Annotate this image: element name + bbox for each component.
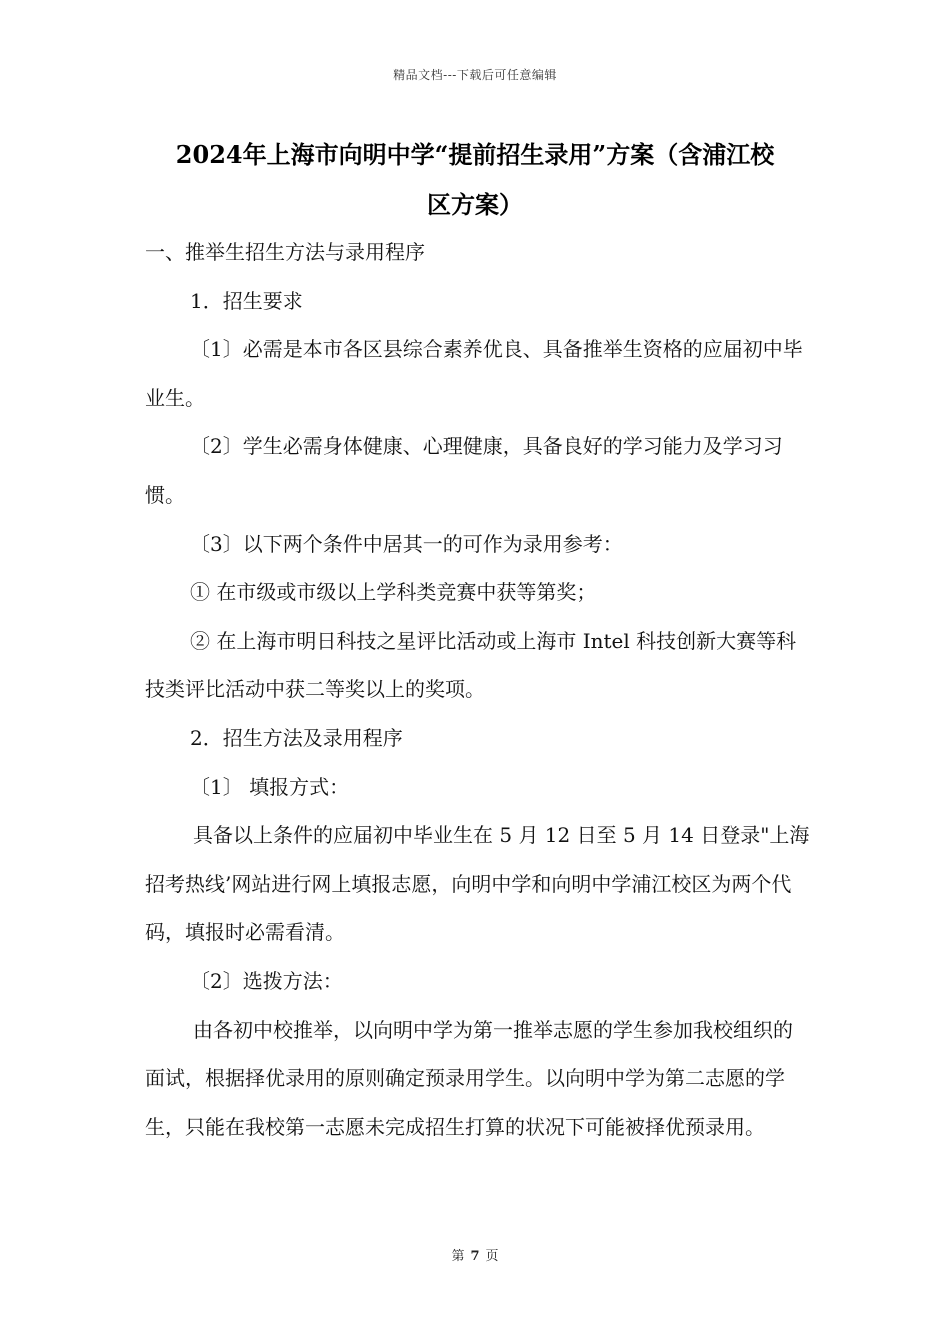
title-line-2: 区方案） — [427, 190, 523, 219]
title-line-1: 2024年上海市向明中学“提前招生录用”方案（含浦江校 — [175, 140, 775, 169]
paragraph-fill-method: 具备以上条件的应届初中毕业生在 5 月 12 日至 5 月 14 日登录"上海招考热线’网站进行网上填报志愿，向明中学和向明中学浦江校区为两个代码，填报时必需看清。 — [145, 823, 810, 945]
document-title — [145, 130, 805, 230]
document-body — [145, 228, 810, 1151]
footer-suffix: 页 — [485, 1249, 499, 1264]
paragraph-requirement-3: 〔3〕以下两个条件中居其一的可作为录用参考： — [190, 531, 623, 556]
subsection-heading: 2．招生方法及录用程序 — [190, 725, 403, 750]
footer-prefix: 第 — [451, 1249, 465, 1264]
page-number: 7 — [470, 1249, 480, 1264]
paragraph-requirement-2: 〔2〕学生必需身体健康、心理健康，具备良好的学习能力及学习习惯。 — [145, 434, 783, 507]
paragraph-fill-method-heading: 〔1〕 填报方式： — [190, 774, 350, 799]
page-footer — [0, 1245, 950, 1264]
paragraph-selection-method: 由各初中校推举，以向明中学为第一推举志愿的学生参加我校组织的面试，根据择优录用的原则确定预录用学生。以向明中学为第二志愿的学生，只能在我校第一志愿未完成招生打算的状况下可能被择优预录用。 — [145, 1017, 793, 1139]
paragraph-requirement-1: 〔1〕必需是本市各区县综合素养优良、具备推举生资格的应届初中毕业生。 — [145, 337, 803, 410]
section-heading: 一、推举生招生方法与录用程序 — [145, 240, 425, 264]
list-item-condition-2: ② 在上海市明日科技之星评比活动或上海市 Intel 科技创新大赛等科技类评比活动中获二等奖以上的奖项。 — [145, 628, 797, 702]
document-header: 精品文档---下载后可任意编辑 — [393, 68, 557, 82]
paragraph-selection-heading: 〔2〕选拨方法： — [190, 968, 343, 993]
list-item-condition-1: ① 在市级或市级以上学科类竞赛中获等第奖； — [190, 580, 597, 605]
subsection-heading: 1．招生要求 — [190, 288, 303, 313]
